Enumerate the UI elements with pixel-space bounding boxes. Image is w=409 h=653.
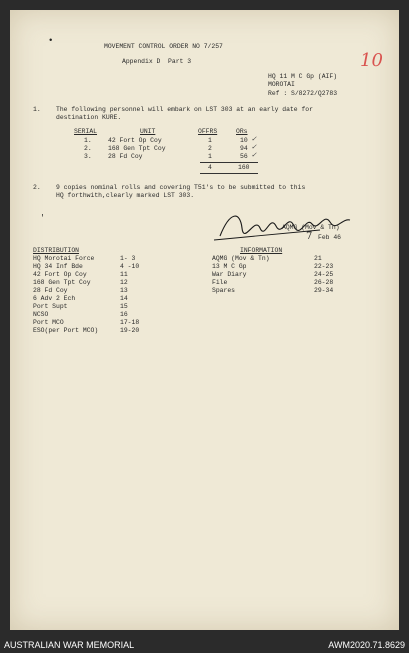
hq-reference: Ref : S/8272/Q2783	[268, 90, 338, 97]
margin-mark: '	[40, 214, 45, 223]
list-item-copies: 12	[120, 279, 128, 286]
list-item-copies: 19-20	[120, 327, 140, 334]
list-item-name: 28 Fd Coy	[33, 287, 68, 294]
list-item-name: 42 Fort Op Coy	[33, 271, 87, 278]
total-ors: 160	[238, 164, 250, 171]
list-item-copies: 26-28	[314, 279, 334, 286]
list-item-copies: 14	[120, 295, 128, 302]
row-serial: 1.	[84, 137, 92, 144]
hq-line-2: MOROTAI	[268, 81, 295, 88]
signature-date: Feb 46	[318, 234, 342, 241]
table-header-ors: ORs	[236, 128, 248, 135]
list-item-name: HQ 34 Inf Bde	[33, 263, 83, 270]
signatory-rank: AQMG (Mov & Tn)	[282, 224, 340, 231]
table-header-offrs: OFFRS	[198, 128, 218, 135]
information-heading: INFORMATION	[240, 247, 283, 254]
list-item-copies: 16	[120, 311, 128, 318]
distribution-heading: DISTRIBUTION	[33, 247, 80, 254]
handwritten-page-number: 10	[360, 50, 383, 71]
tick-mark-icon: ✓	[251, 143, 257, 151]
list-item-name: AQMG (Mov & Tn)	[212, 255, 270, 262]
list-item-copies: 4 -10	[120, 263, 140, 270]
para-2-line-2: HQ forthwith,clearly marked LST 303.	[56, 192, 195, 199]
list-item-name: Port Supt	[33, 303, 68, 310]
list-item-name: NCSO	[33, 311, 49, 318]
row-unit: 28 Fd Coy	[108, 153, 143, 160]
total-offrs: 4	[208, 164, 212, 171]
totals-rule-bottom	[200, 173, 258, 174]
appendix-label: Appendix D Part 3	[122, 58, 192, 65]
list-item-copies: 17-18	[120, 319, 140, 326]
list-item-copies: 22-23	[314, 263, 334, 270]
list-item-copies: 15	[120, 303, 128, 310]
tick-mark-icon: ✓	[251, 151, 257, 159]
list-item-name: 13 M C Gp	[212, 263, 247, 270]
list-item-copies: 13	[120, 287, 128, 294]
list-item-name: 168 Gen Tpt Coy	[33, 279, 91, 286]
document-page	[10, 10, 399, 630]
totals-rule	[200, 162, 258, 163]
tick-mark-icon: ✓	[251, 135, 257, 143]
row-offrs: 1	[208, 153, 212, 160]
table-header-unit: UNIT	[140, 128, 156, 135]
handwritten-day: 7	[306, 231, 313, 242]
list-item-copies: 24-25	[314, 271, 334, 278]
list-item-name: ESO(per Port MCO)	[33, 327, 99, 334]
para-1-line-1: The following personnel will embark on LST 303 at an early date for	[56, 106, 313, 113]
list-item-name: Port MCO	[33, 319, 64, 326]
list-item-copies: 21	[314, 255, 322, 262]
archive-caption-bar	[0, 636, 409, 653]
hole-punch-mark: •	[48, 36, 54, 46]
row-offrs: 2	[208, 145, 212, 152]
list-item-name: Spares	[212, 287, 236, 294]
table-header-serial: SERIAL	[74, 128, 98, 135]
row-ors: 56	[240, 153, 248, 160]
para-2-number: 2.	[33, 184, 41, 191]
para-1-line-2: destination KURE.	[56, 114, 122, 121]
row-ors: 94	[240, 145, 248, 152]
list-item-name: File	[212, 279, 228, 286]
para-2-line-1: 9 copies nominal rolls and covering T51's to be submitted to this	[56, 184, 306, 191]
caption-accession-number: AWM2020.71.8629	[328, 640, 405, 650]
list-item-name: War Diary	[212, 271, 247, 278]
caption-institution: AUSTRALIAN WAR MEMORIAL	[4, 640, 135, 650]
hq-line-1: HQ 11 M C Gp (AIF)	[268, 73, 338, 80]
list-item-name: 6 Adv 2 Ech	[33, 295, 76, 302]
row-serial: 2.	[84, 145, 92, 152]
row-offrs: 1	[208, 137, 212, 144]
list-item-copies: 29-34	[314, 287, 334, 294]
para-1-number: 1.	[33, 106, 41, 113]
row-unit: 168 Gen Tpt Coy	[108, 145, 166, 152]
list-item-copies: 11	[120, 271, 128, 278]
document-title: MOVEMENT CONTROL ORDER NO 7/257	[104, 43, 223, 50]
row-ors: 10	[240, 137, 248, 144]
row-unit: 42 Fort Op Coy	[108, 137, 162, 144]
list-item-name: HQ Morotai Force	[33, 255, 95, 262]
row-serial: 3.	[84, 153, 92, 160]
list-item-copies: 1- 3	[120, 255, 136, 262]
